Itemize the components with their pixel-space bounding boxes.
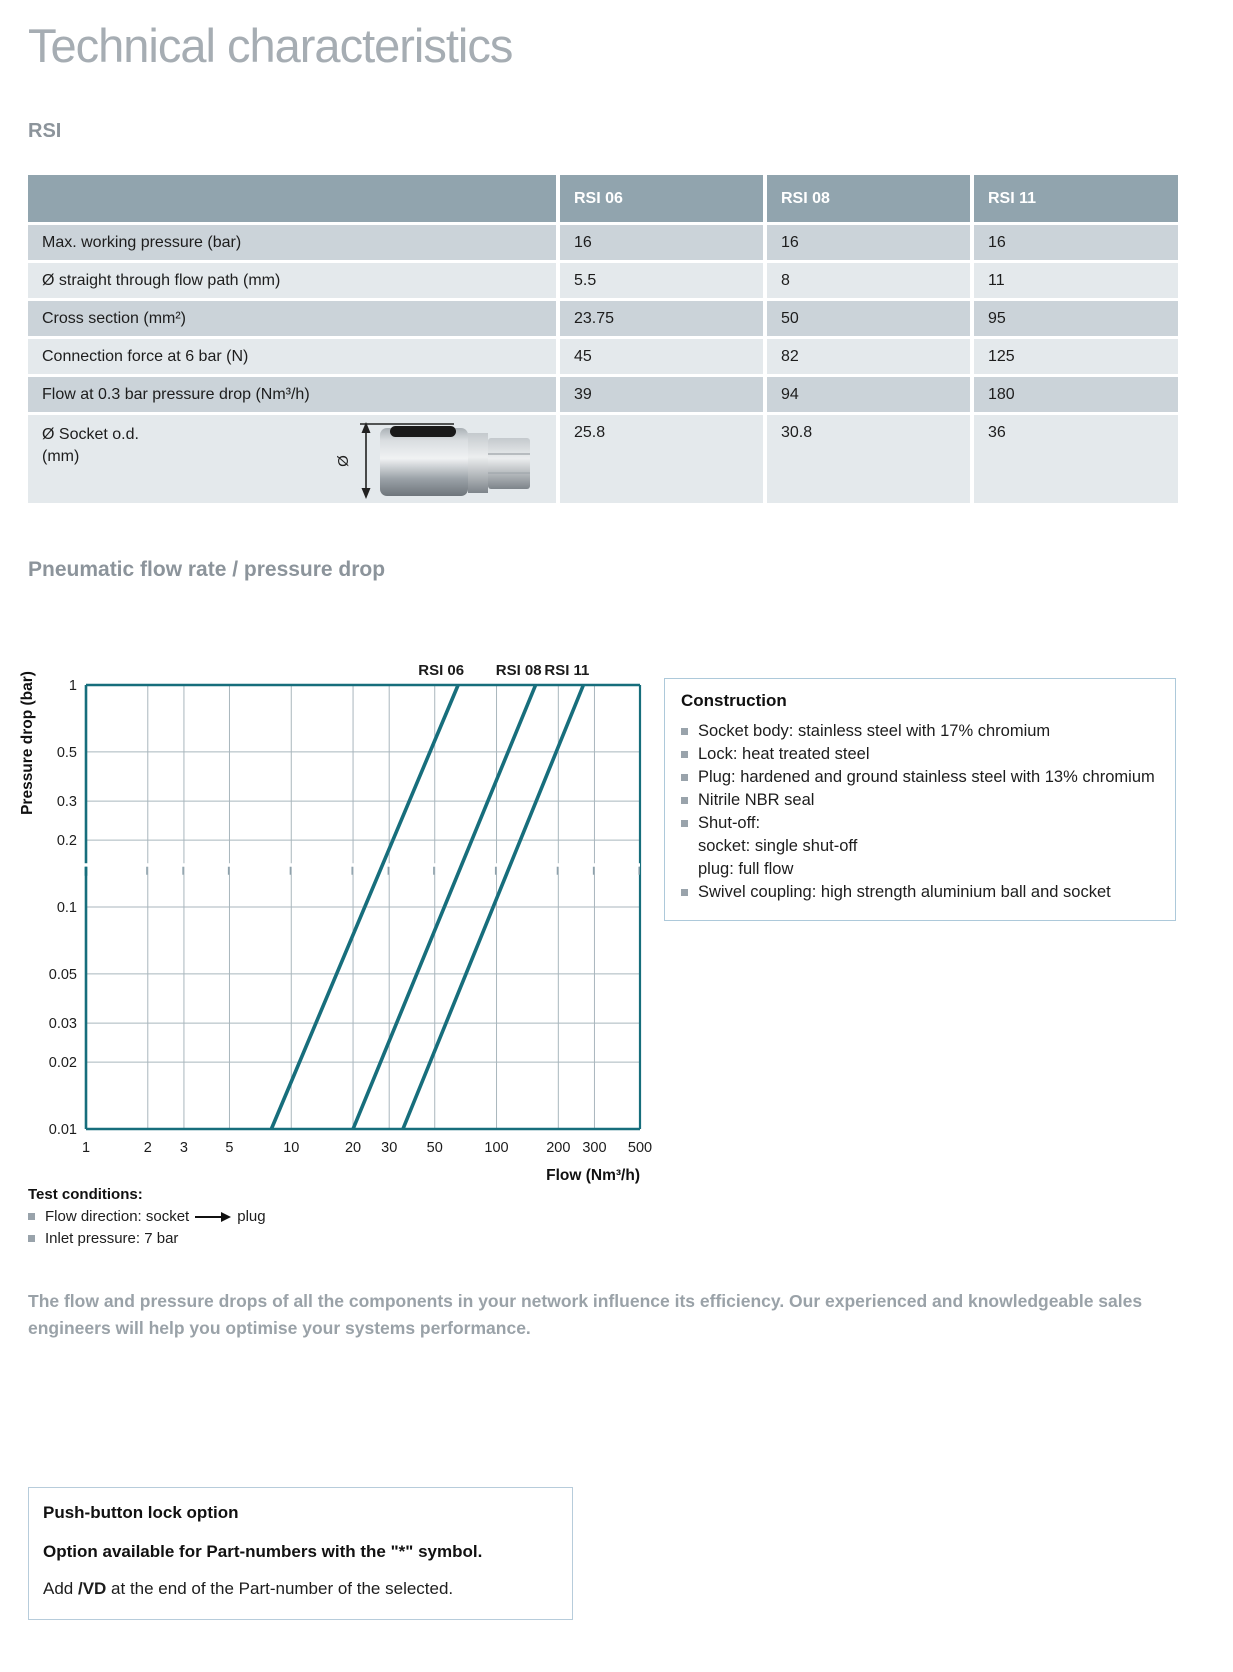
chart-x-tick-label: 500 — [627, 1140, 653, 1156]
table-cell-value: 25.8 — [560, 415, 763, 503]
table-cell-value: 8 — [767, 263, 970, 298]
chart-seam-stub — [557, 867, 558, 875]
construction-item-text: Plug: hardened and ground stainless steel with 13% chromium — [698, 768, 1155, 786]
chart-seam-stub — [593, 867, 594, 875]
test-condition-item — [28, 1207, 508, 1227]
construction-item-text: Shut-off: — [698, 814, 761, 832]
push-box-heading: Push-button lock option — [43, 1503, 239, 1522]
construction-item — [681, 881, 1159, 904]
table-cell-value: 180 — [974, 377, 1178, 412]
construction-subitem: socket: single shut-off — [698, 837, 858, 855]
chart-legend-label: RSI 08 — [495, 662, 542, 679]
chart-seam-stub — [146, 867, 147, 875]
bullet-square-icon — [681, 797, 688, 804]
table-row-label: Ø straight through flow path (mm) — [28, 263, 556, 298]
bullet-square-icon — [681, 820, 688, 827]
chart-y-axis-title: Pressure drop (bar) — [19, 671, 36, 815]
table-cell-value: 82 — [767, 339, 970, 374]
technical-characteristics-table — [28, 175, 1178, 503]
chart-x-tick-label: 20 — [344, 1140, 362, 1156]
construction-item — [681, 720, 1159, 743]
construction-box — [664, 678, 1176, 921]
chart-y-tick-label: 0.3 — [56, 794, 77, 811]
chart-x-tick-label: 3 — [179, 1140, 188, 1156]
table-cell-value: 39 — [560, 377, 763, 412]
push-box-line2-suffix: at the end of the Part-number of the selected. — [106, 1579, 454, 1598]
construction-item-text: Lock: heat treated steel — [698, 745, 870, 763]
table-cell-value: 11 — [974, 263, 1178, 298]
table-header-empty-cell — [28, 175, 556, 222]
chart-x-tick-label: 50 — [426, 1140, 443, 1156]
construction-item-text: Nitrile NBR seal — [698, 791, 815, 809]
chart-y-tick-label: 0.02 — [48, 1055, 77, 1072]
bullet-square-icon — [681, 728, 688, 735]
chart-x-tick-label: 30 — [381, 1140, 398, 1156]
table-cell-value: 16 — [767, 225, 970, 260]
chart-y-tick-label: 1 — [68, 678, 77, 694]
chart-y-tick-label: 0.5 — [56, 744, 77, 761]
chart-seam-stub — [638, 867, 639, 875]
test-conditions — [28, 1186, 508, 1250]
socket-photo — [336, 418, 548, 505]
chart-seam-stub — [182, 867, 183, 875]
table-header-cell-rsi-11: RSI 11 — [974, 175, 1178, 222]
test-conditions-list — [28, 1207, 508, 1248]
push-box-line2-prefix: Add — [43, 1579, 78, 1598]
push-box-line2-bold: /VD — [77, 1579, 107, 1598]
construction-list — [681, 720, 1159, 904]
right-arrow-icon — [195, 1208, 231, 1227]
svg-text:Ø: Ø — [336, 455, 352, 467]
table-row-label-lines — [42, 424, 139, 468]
table-cell-value: 5.5 — [560, 263, 763, 298]
chart-x-tick-label: 300 — [582, 1140, 607, 1156]
construction-heading: Construction — [681, 691, 787, 710]
table-cell-value: 30.8 — [767, 415, 970, 503]
table-cell-value: 50 — [767, 301, 970, 336]
flow-pressure-chart — [16, 638, 676, 1198]
table-cell-value: 16 — [974, 225, 1178, 260]
chart-x-tick-label: 5 — [225, 1140, 234, 1156]
socket-label-line2: (mm) — [42, 448, 80, 465]
chart-seam-stub — [228, 867, 229, 875]
chart-y-tick-label: 0.01 — [48, 1122, 77, 1138]
flow-direction-suffix: plug — [237, 1208, 266, 1225]
table-row-label: Connection force at 6 bar (N) — [28, 339, 556, 374]
bullet-square-icon — [681, 889, 688, 896]
chart-seam-axis-stub — [85, 867, 88, 876]
table-header-cell-rsi-08: RSI 08 — [767, 175, 970, 222]
table-row-label — [28, 415, 556, 503]
socket-label-line1: Ø Socket o.d. — [42, 426, 139, 443]
chart-x-tick-label: 10 — [283, 1140, 300, 1156]
chart-section-heading: Pneumatic flow rate / pressure drop — [28, 558, 386, 581]
test-condition-text: Inlet pressure: 7 bar — [45, 1229, 179, 1247]
table-cell-value: 23.75 — [560, 301, 763, 336]
table-cell-value: 125 — [974, 339, 1178, 374]
push-box-line1: Option available for Part-numbers with the "*" symbol. — [43, 1542, 483, 1561]
test-condition-text — [45, 1207, 266, 1227]
construction-item-text: Swivel coupling: high strength aluminium ball and socket — [698, 883, 1111, 901]
chart-seam-stub — [495, 867, 496, 875]
construction-item-text: Socket body: stainless steel with 17% chromium — [698, 722, 1051, 740]
construction-subitem: plug: full flow — [698, 860, 794, 878]
chart-seam-stub — [290, 867, 291, 875]
chart-legend-label: RSI 11 — [544, 662, 590, 679]
chart-x-tick-label: 2 — [143, 1140, 152, 1156]
construction-item — [681, 789, 1159, 812]
chart-y-tick-label: 0.05 — [48, 966, 77, 983]
bullet-square-icon — [681, 774, 688, 781]
test-condition-item — [28, 1229, 508, 1248]
network-note-paragraph: The flow and pressure drops of all the components in your network influence its efficiency. Our experienced and knowledgeable sales engineers will help you optimise your systems performance. — [28, 1291, 1143, 1339]
test-conditions-heading: Test conditions: — [28, 1186, 143, 1203]
chart-seam-stub — [351, 867, 352, 875]
table-cell-value: 36 — [974, 415, 1178, 503]
chart-y-tick-label: 0.1 — [56, 900, 77, 916]
construction-item — [681, 743, 1159, 766]
rsi-section-heading: RSI — [28, 120, 62, 142]
page-title: Technical characteristics — [28, 19, 513, 72]
table-cell-value: 94 — [767, 377, 970, 412]
chart-x-tick-label: 100 — [484, 1140, 509, 1156]
table-cell-value: 95 — [974, 301, 1178, 336]
table-row-label: Max. working pressure (bar) — [28, 225, 556, 260]
construction-item — [681, 766, 1159, 789]
chart-x-axis-title: Flow (Nm³/h) — [546, 1167, 640, 1184]
chart-x-tick-label: 200 — [546, 1140, 571, 1156]
flow-direction-prefix: Flow direction: socket — [45, 1208, 190, 1225]
chart-x-tick-label: 1 — [81, 1140, 91, 1156]
table-header-cell-rsi-06: RSI 06 — [560, 175, 763, 222]
push-box-line2 — [43, 1579, 556, 1599]
chart-legend-label: RSI 06 — [418, 662, 465, 679]
chart-y-tick-label: 0.03 — [48, 1016, 77, 1033]
bullet-square-icon — [28, 1213, 35, 1220]
chart-seam — [83, 863, 640, 867]
chart-seam-stub — [388, 867, 389, 875]
bullet-square-icon — [28, 1235, 35, 1242]
construction-item — [681, 812, 1159, 835]
table-row-label: Cross section (mm²) — [28, 301, 556, 336]
table-cell-value: 45 — [560, 339, 763, 374]
chart-seam-stub — [433, 867, 434, 875]
push-button-lock-option-box — [28, 1487, 573, 1620]
chart-y-tick-label: 0.2 — [56, 833, 77, 850]
bullet-square-icon — [681, 751, 688, 758]
table-cell-value: 16 — [560, 225, 763, 260]
table-row-label: Flow at 0.3 bar pressure drop (Nm³/h) — [28, 377, 556, 412]
